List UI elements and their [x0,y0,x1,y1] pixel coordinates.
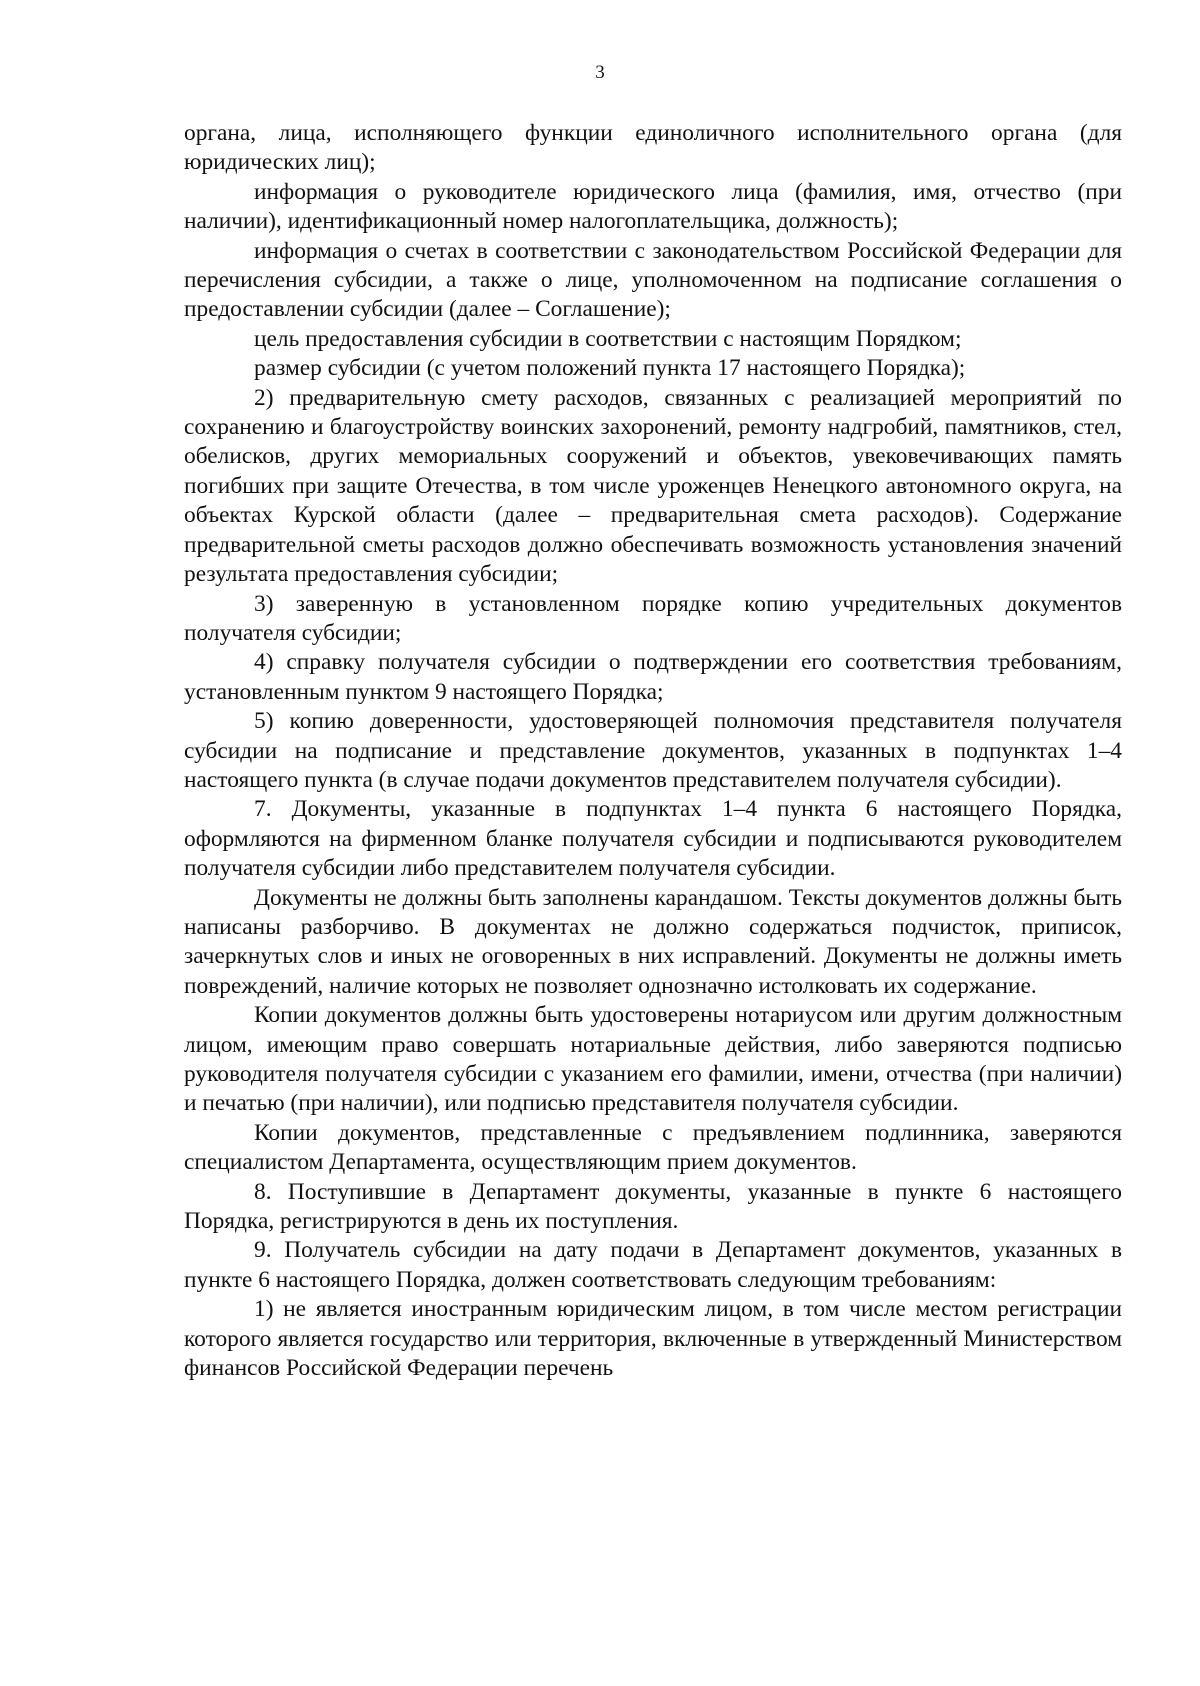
paragraph: 9. Получатель субсидии на дату подачи в Департамент документов, указанных в пункте 6 настоящего Порядка, должен соответствовать следующим требованиям: [184,1237,1122,1293]
paragraph: 4) справку получателя субсидии о подтверждении его соответствия требованиям, установленным пунктом 9 настоящего Порядка; [184,649,1122,705]
paragraph: информация о счетах в соответствии с законодательством Российской Федерации для перечисления субсидии, а также о лице, уполномоченном на подписание соглашения о предоставлении субсидии (далее – Соглашение); [184,237,1122,323]
paragraph: размер субсидии (с учетом положений пункта 17 настоящего Порядка); [254,355,966,382]
paragraph: органа, лица, исполняющего функции единоличного исполнительного органа (для юридических лиц); [184,120,1122,176]
paragraph: Документы не должны быть заполнены карандашом. Тексты документов должны быть написаны разборчиво. В документах не должно содержаться подчисток, приписок, зачеркнутых слов и иных не оговоренных в них исправлений. Документы не должны иметь повреждений, наличие которых не позволяет однозначно истолковать их содержание. [184,884,1122,999]
page-number: 3 [595,62,605,83]
paragraph: 7. Документы, указанные в подпунктах 1–4 пункта 6 настоящего Порядка, оформляются на фирменном бланке получателя субсидии и подписываются руководителем получателя субсидии либо представителем получателя субсидии. [184,796,1122,882]
paragraph: 2) предварительную смету расходов, связанных с реализацией мероприятий по сохранению и благоустройству воинских захоронений, ремонту надгробий, памятников, стел, обелисков, других мемориальных сооружений и объектов, увековечивающих память погибших при защите Отечества, в том числе уроженцев Ненецкого автономного округа, на объектах Курской области (далее – предварительная смета расходов). Содержание предварительной сметы расходов должно обеспечивать возможность установления значений результата предоставления субсидии; [184,384,1122,588]
paragraph: 8. Поступившие в Департамент документы, указанные в пункте 6 настоящего Порядка, регистрируются в день их поступления. [184,1178,1122,1235]
paragraph: 1) не является иностранным юридическим лицом, в том числе местом регистрации которого является государство или территория, включенные в утвержденный Министерством финансов Российской Федерации перечень [184,1296,1122,1382]
paragraph: цель предоставления субсидии в соответствии с настоящим Порядком; [254,325,962,352]
paragraph: 3) заверенную в установленном порядке копию учредительных документов получателя субсидии; [184,590,1122,646]
document-body [184,119,1122,1383]
paragraph: Копии документов, представленные с предъявлением подлинника, заверяются специалистом Департамента, осуществляющим прием документов. [184,1119,1122,1176]
paragraph: информация о руководителе юридического лица (фамилия, имя, отчество (при наличии), идентификационный номер налогоплательщика, должность); [184,178,1122,235]
paragraph: Копии документов должны быть удостоверены нотариусом или другим должностным лицом, имеющим право совершать нотариальные действия, либо заверяются подписью руководителя получателя субсидии с указанием его фамилии, имени, отчества (при наличии) и печатью (при наличии), или подписью представителя получателя субсидии. [184,1002,1122,1117]
paragraph: 5) копию доверенности, удостоверяющей полномочия представителя получателя субсидии на подписание и представление документов, указанных в подпунктах 1–4 настоящего пункта (в случае подачи документов представителем получателя субсидии). [184,708,1122,793]
